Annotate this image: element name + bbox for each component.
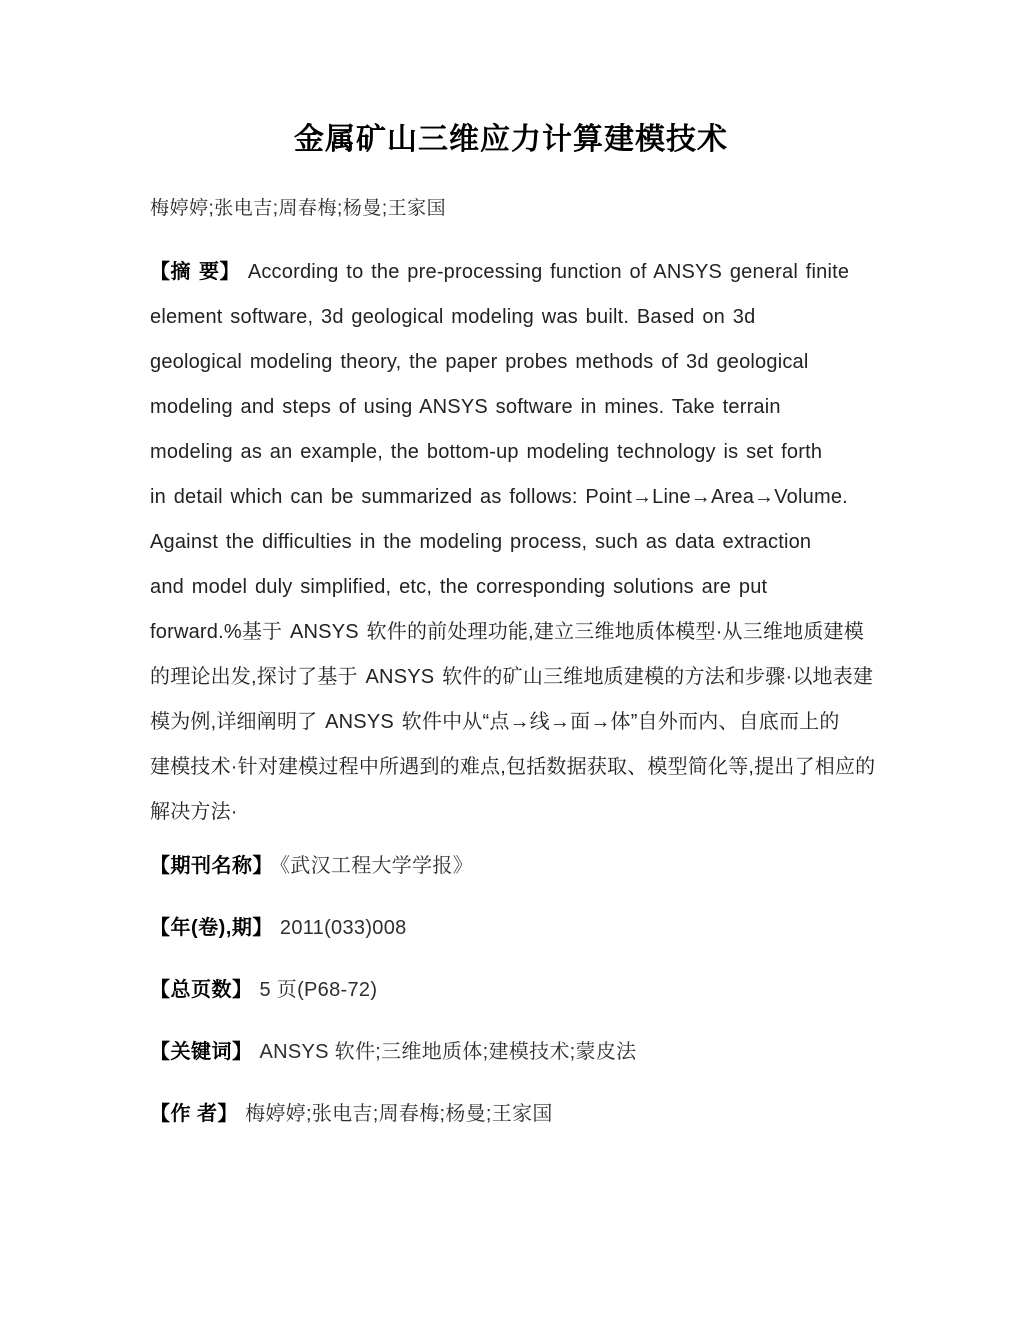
field-page-count [150,975,872,1037]
abstract-line: Against the difficulties in the modeling process, such as data extraction [150,531,812,553]
page-title: 金属矿山三维应力计算建模技术 [294,123,728,156]
abstract-line: element software, 3d geological modeling was built. Based on 3d [150,306,756,328]
abstract-line: 模为例,详细阐明了 ANSYS 软件中从“点→线→面→体”自外而内、自底而上的 [150,711,840,733]
field-label-year-volume-issue: 【年(卷),期】 [150,917,273,939]
field-value-page-count: 5 页(P68-72) [259,979,378,1001]
field-value-journal-name: 《武汉工程大学学报》 [280,855,473,877]
abstract-line: modeling and steps of using ANSYS software in mines. Take terrain [150,396,781,418]
abstract-line: 建模技术·针对建模过程中所遇到的难点,包括数据获取、模型简化等,提出了相应的 [150,756,876,778]
field-value-year-volume-issue: 2011(033)008 [279,917,407,939]
field-value-authors: 梅婷婷;张电吉;周春梅;杨曼;王家国 [245,1103,553,1125]
abstract-line: and model duly simplified, etc, the corresponding solutions are put [150,576,768,598]
abstract-line: 的理论出发,探讨了基于 ANSYS 软件的矿山三维地质建模的方法和步骤·以地表建 [150,666,874,688]
field-label-keywords: 【关键词】 [150,1041,253,1063]
abstract-label: 【摘 要】 [150,261,241,283]
metadata-section [150,851,872,1161]
abstract-line: modeling as an example, the bottom-up modeling technology is set forth [150,441,823,463]
abstract-section [150,250,876,835]
authors-line: 梅婷婷;张电吉;周春梅;杨曼;王家国 [150,198,447,219]
field-authors [150,1099,872,1161]
abstract-text: According to the pre-processing function of ANSYS general finite [240,261,850,283]
field-year-volume-issue [150,913,872,975]
abstract-line: forward.%基于 ANSYS 软件的前处理功能,建立三维地质体模型·从三维地质建模 [150,621,864,643]
field-label-authors: 【作 者】 [150,1103,239,1125]
field-value-keywords: ANSYS 软件;三维地质体;建模技术;蒙皮法 [259,1041,637,1063]
field-journal-name [150,851,872,913]
abstract-line: geological modeling theory, the paper probes methods of 3d geological [150,351,809,373]
field-label-page-count: 【总页数】 [150,979,253,1001]
abstract-line: in detail which can be summarized as follows: Point→Line→Area→Volume. [150,486,848,508]
field-label-journal-name: 【期刊名称】 [150,855,273,877]
field-keywords [150,1037,872,1099]
abstract-line: 解决方法· [150,801,238,823]
abstract-line [150,250,872,295]
